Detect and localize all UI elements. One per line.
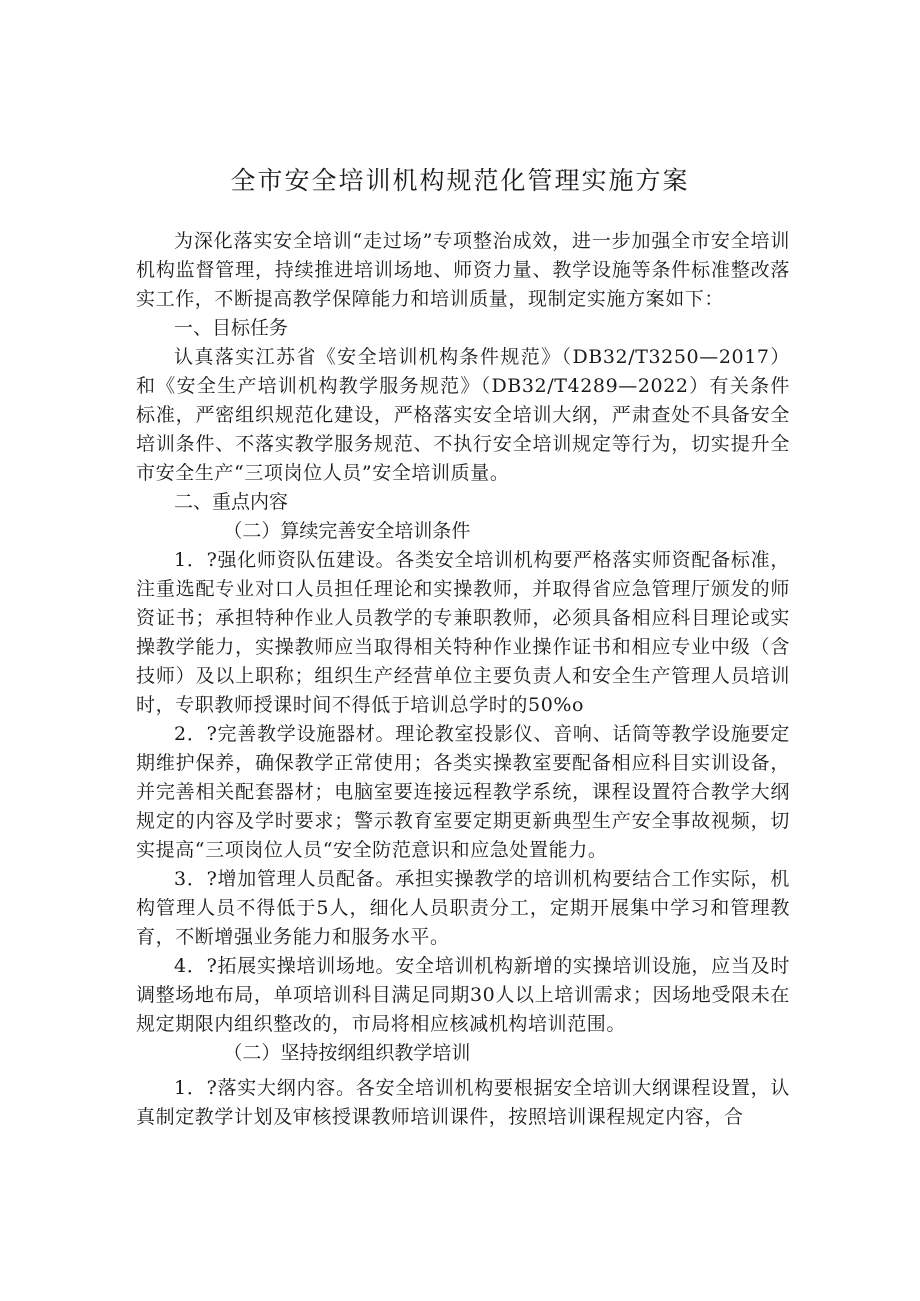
subsection-heading-training-conditions: （二）算续完善安全培训条件 [223,520,471,542]
subsection-heading-syllabus-teaching: （二）坚持按纲组织教学培训 [223,1042,471,1064]
document-body [136,227,790,1132]
list-item: 1．?落实大纲内容。各安全培训机构要根据安全培训大纲课程设置，认真制定教学计划及审核授课教师培训课件，按照培训课程规定内容，合 [136,1077,790,1128]
list-item: 3．?增加管理人员配备。承担实操教学的培训机构要结合工作实际，机构管理人员不得低于5人，细化人员职责分工，定期开展集中学习和管理教育，不断增强业务能力和服务水平。 [136,868,790,948]
section-heading-goals: 一、目标任务 [174,317,289,339]
list-item: 1．?强化师资队伍建设。各类安全培训机构要严格落实师资配备标准，注重选配专业对口人员担任理论和实操教师，并取得省应急管理厅颁发的师资证书；承担特种作业人员教学的专兼职教师，必须具备相应科目理论或实操教学能力，实操教师应当取得相关特种作业操作证书和相应专业中级（含技师）及以上职称；组织生产经营单位主要负责人和安全生产管理人员培训时，专职教师授课时间不得低于培训总学时的50%o [136,549,790,716]
document-title: 全市安全培训机构规范化管理实施方案 [230,166,690,195]
list-item: 4．?拓展实操培训场地。安全培训机构新增的实操培训设施，应当及时调整场地布局，单项培训科目满足同期30人以上培训需求；因场地受限未在规定期限内组织整改的，市局将相应核减机构培训范围。 [136,955,790,1035]
list-item: 2．?完善教学设施器材。理论教室投影仪、音响、话筒等教学设施要定期维护保养，确保教学正常使用；各类实操教室要配备相应科目实训设备，并完善相关配套器材；电脑室要连接远程教学系统，课程设置符合教学大纲规定的内容及学时要求；警示教育室要定期更新典型生产安全事故视频，切实提高“三项岗位人员“安全防范意识和应急处置能力。 [136,723,790,861]
intro-paragraph: 为深化落实安全培训“走过场”专项整治成效，进一步加强全市安全培训机构监督管理，持续推进培训场地、师资力量、教学设施等条件标准整改落实工作，不断提高教学保障能力和培训质量，现制定实施方案如下： [136,230,790,310]
section-heading-key-content: 二、重点内容 [174,491,289,513]
section-goals-paragraph: 认真落实江苏省《安全培训机构条件规范》（DB32/T3250—2017）和《安全生产培训机构教学服务规范》（DB32/T4289—2022）有关条件标准，严密组织规范化建设，严格落实安全培训大纲，严肃查处不具备安全培训条件、不落实教学服务规范、不执行安全培训规定等行为，切实提升全市安全生产“三项岗位人员”安全培训质量。 [136,346,790,484]
